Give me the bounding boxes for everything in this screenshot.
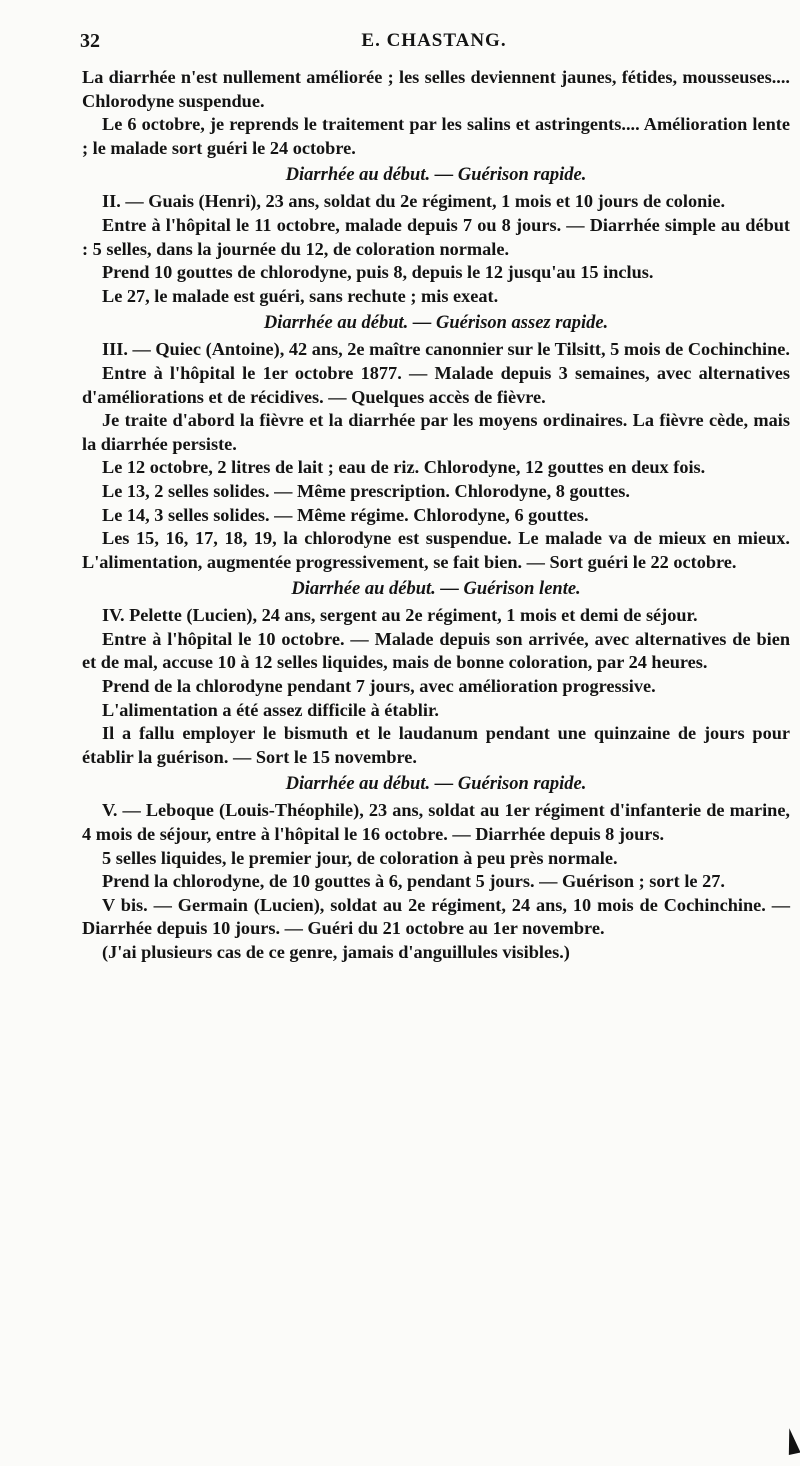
page-number: 32 — [80, 30, 100, 52]
paragraph: V bis. — Germain (Lucien), soldat au 2e régiment, 24 ans, 10 mois de Cochinchine. — Diarrhée depuis 10 jours. — Guéri du 21 octobre au 1er novembre. — [82, 894, 790, 939]
page-header — [78, 30, 790, 60]
paragraph: Prend la chlorodyne, de 10 gouttes à 6, pendant 5 jours. — Guérison ; sort le 27. — [102, 871, 725, 892]
paragraph: Prend 10 gouttes de chlorodyne, puis 8, depuis le 12 jusqu'au 15 inclus. — [102, 262, 654, 283]
paragraph: 5 selles liquides, le premier jour, de coloration à peu près normale. — [102, 847, 618, 868]
paragraph: Entre à l'hôpital le 10 octobre. — Malade depuis son arrivée, avec alternatives de bien et de mal, accuse 10 à 12 selles liquides, mais de bonne coloration, par 24 heures. — [82, 628, 790, 673]
body-text — [82, 66, 790, 965]
case-intro: IV. Pelette (Lucien), 24 ans, sergent au 2e régiment, 1 mois et demi de séjour. — [102, 605, 698, 626]
case-intro: V. — Leboque (Louis-Théophile), 23 ans, soldat au 1er régiment d'infanterie de marine, 4 mois de séjour, entre à l'hôpital le 16 octobre. — Diarrhée depuis 8 jours. — [82, 800, 790, 845]
paragraph: Les 15, 16, 17, 18, 19, la chlorodyne est suspendue. Le malade va de mieux en mieux. L'alimentation, augmentée progressivement, se fait bien. — Sort guéri le 22 octobre. — [82, 528, 790, 572]
paragraph: Je traite d'abord la fièvre et la diarrhée par les moyens ordinaires. La fièvre cède, mais la diarrhée persiste. — [82, 410, 790, 454]
paragraph: La diarrhée n'est nullement améliorée ; les selles deviennent jaunes, fétides, mousseuses.... Chlorodyne suspendue. — [82, 67, 790, 111]
paragraph: Le 6 octobre, je reprends le traitement par les salins et astringents.... Amélioration lente ; le malade sort guéri le 24 octobre. — [82, 114, 790, 158]
running-title: E. CHASTANG. — [361, 30, 507, 51]
closing-note: (J'ai plusieurs cas de ce genre, jamais d'anguillules visibles.) — [102, 942, 570, 962]
case-intro: III. — Quiec (Antoine), 42 ans, 2e maître canonnier sur le Tilsitt, 5 mois de Cochinchine. — [102, 339, 790, 360]
paragraph: Entre à l'hôpital le 1er octobre 1877. — Malade depuis 3 semaines, avec alternatives d'améliorations et de récidives. — Quelques accès de fièvre. — [82, 362, 790, 407]
paragraph: L'alimentation a été assez difficile à établir. — [102, 699, 439, 720]
case-intro: II. — Guais (Henri), 23 ans, soldat du 2e régiment, 1 mois et 10 jours de colonie. — [102, 191, 726, 212]
paragraph: Il a fallu employer le bismuth et le laudanum pendant une quinzaine de jours pour établir la guérison. — Sort le 15 novembre. — [82, 723, 790, 767]
paragraph: Le 13, 2 selles solides. — Même prescription. Chlorodyne, 8 gouttes. — [102, 480, 630, 501]
case-heading: Diarrhée au début. — Guérison lente. — [291, 579, 581, 600]
case-heading: Diarrhée au début. — Guérison assez rapide. — [263, 313, 609, 334]
paragraph: Prend de la chlorodyne pendant 7 jours, avec amélioration progressive. — [102, 676, 656, 697]
paragraph: Le 14, 3 selles solides. — Même régime. Chlorodyne, 6 gouttes. — [102, 504, 589, 525]
paragraph: Le 27, le malade est guéri, sans rechute ; mis exeat. — [102, 285, 499, 306]
case-heading: Diarrhée au début. — Guérison rapide. — [285, 774, 587, 795]
page-corner-mark-icon — [783, 1427, 800, 1455]
paragraph: Entre à l'hôpital le 11 octobre, malade depuis 7 ou 8 jours. — Diarrhée simple au début : 5 selles, dans la journée du 12, de coloration normale. — [82, 214, 790, 259]
case-heading: Diarrhée au début. — Guérison rapide. — [285, 165, 587, 186]
paragraph: Le 12 octobre, 2 litres de lait ; eau de riz. Chlorodyne, 12 gouttes en deux fois. — [102, 457, 706, 478]
